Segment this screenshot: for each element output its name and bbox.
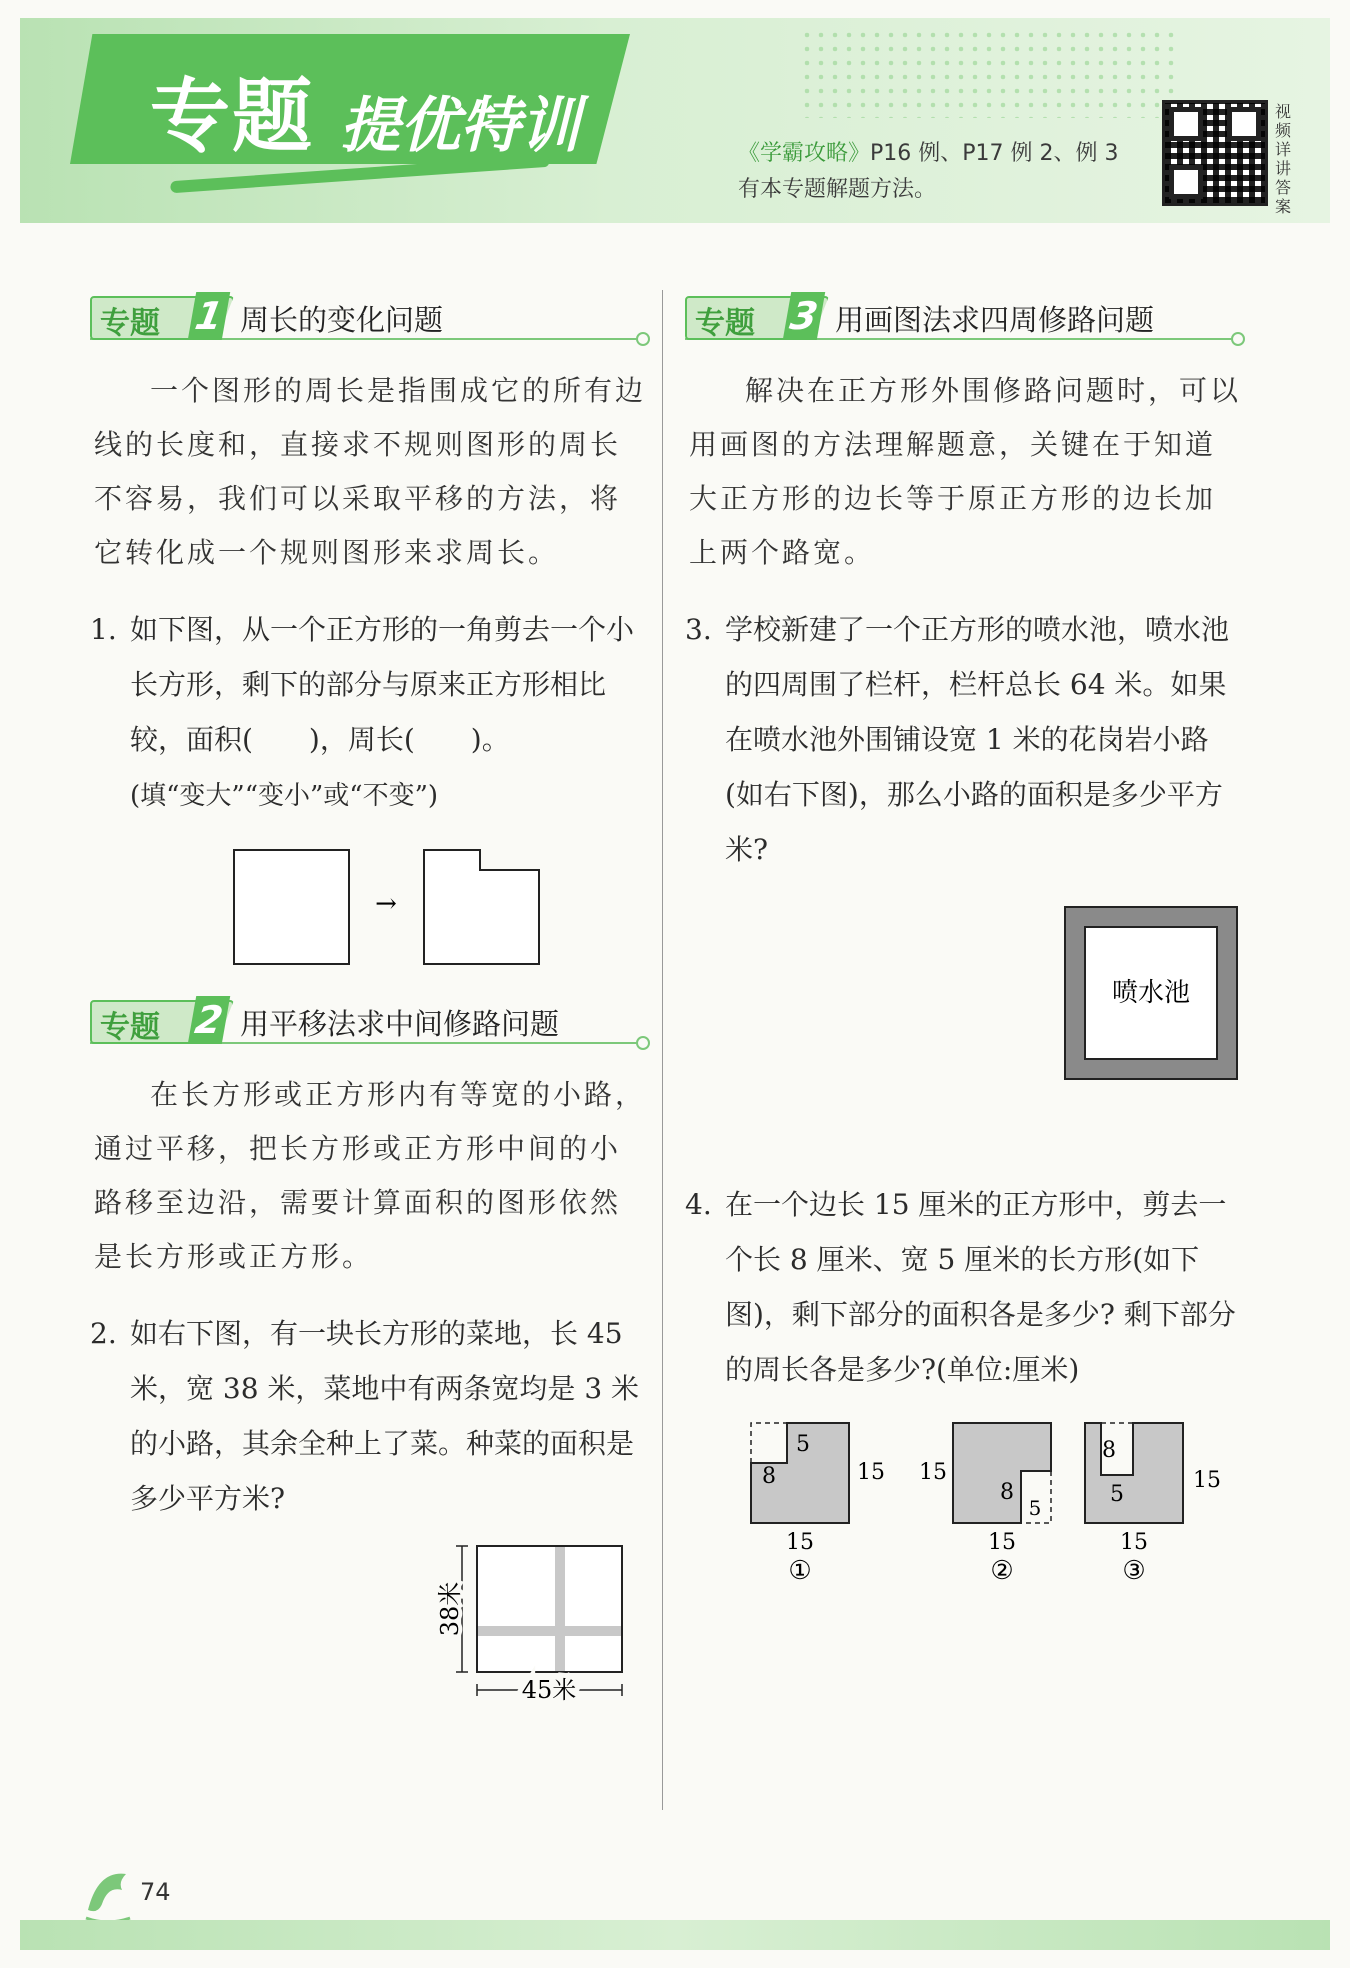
page-number: 74 [140,1878,171,1906]
dim-label: 5 [796,1432,810,1457]
dim-label: 15 [988,1530,1016,1555]
cutout-figure-2 [919,1423,1051,1586]
column-divider [662,290,663,1810]
garden-height-label: 38米 [436,1581,464,1637]
right-column [685,288,1245,1597]
pool-label: 喷水池 [1111,978,1191,1008]
cutout-figure-1 [751,1423,885,1586]
cut-square [424,850,539,964]
problem-number: 4. [685,1188,712,1221]
topic-1-header [90,288,650,344]
topic-number: 3 [783,292,825,340]
topic-3-header [685,288,1245,344]
dim-label: 8 [1102,1438,1116,1463]
topic-3-intro: 解决在正方形外围修路问题时，可以用画图的方法理解题意，关键在于知道大正方形的边长等于原正方形的边长加上两个路宽。 [689,374,1242,569]
dim-label: 15 [857,1460,885,1485]
dim-label: 5 [1028,1496,1042,1520]
original-square [234,850,349,964]
topic-rule-dot [636,1036,650,1050]
problem-number: 2. [90,1317,117,1350]
problem-number: 3. [685,613,712,646]
remaining-shape [1085,1423,1183,1523]
topic-title: 用画图法求四周修路问题 [835,303,1155,337]
dim-label: 15 [1193,1468,1221,1493]
qr-corner [1169,165,1203,199]
problem-2 [90,1306,650,1526]
horizontal-path [477,1626,622,1636]
dim-label: 15 [1120,1530,1148,1555]
page-subtitle: 提优特训 [340,91,580,161]
garden-width-label: 45米 [521,1676,577,1702]
dim-label: 15 [919,1460,947,1485]
figure-cut-square [90,840,650,970]
reference-note [738,136,1148,208]
figure-mark: ② [990,1556,1014,1586]
problem-4 [685,1177,1245,1397]
qr-code-icon[interactable] [1162,100,1268,206]
dim-label: 8 [1000,1480,1014,1505]
figure-cutouts [685,1413,1245,1593]
topic-rule-dot [1231,332,1245,346]
topic-label: 专题 [100,1010,160,1045]
left-column [90,288,650,1706]
problem-text: 如右下图，有一块长方形的菜地，长 45 米，宽 38 米，菜地中有两条宽均是 3 米的小路，其余全种上了菜。种菜的面积是多少平方米? [130,1317,640,1515]
topic-label: 专题 [100,306,160,341]
garden-rect [477,1546,622,1672]
problem-1 [90,602,650,824]
reference-pages: P16 例、P17 例 2、例 3 [870,141,1119,166]
topic-number: 1 [188,292,230,340]
problem-number: 1. [90,613,117,646]
figure-pool [685,893,1245,1093]
topic-1-intro: 一个图形的周长是指围成它的所有边线的长度和，直接求不规则图形的周长不容易，我们可以采取平移的方法，将它转化成一个规则图形来求周长。 [94,374,647,569]
dim-label: 8 [762,1464,776,1489]
arrow-icon: → [375,889,397,919]
problem-text: 学校新建了一个正方形的喷水池，喷水池的四周围了栏杆，栏杆总长 64 米。如果在喷水池外围铺设宽 1 米的花岗岩小路(如右下图)，那么小路的面积是多少平方米? [725,613,1230,866]
cut-outline [751,1423,787,1463]
reference-book: 《学霸攻略》 [738,141,871,166]
topic-title: 周长的变化问题 [240,303,444,337]
figure-garden [90,1542,650,1702]
reference-line2: 有本专题解题方法。 [738,177,937,202]
topic-rule-dot [636,332,650,346]
spacer [685,1097,1245,1177]
footer-band [20,1920,1330,1950]
problem-3 [685,602,1245,877]
problem-text: 在一个边长 15 厘米的正方形中，剪去一个长 8 厘米、宽 5 厘米的长方形(如下图)，剩下部分的面积各是多少? 剩下部分的周长各是多少?(单位:厘米) [725,1188,1236,1386]
dim-label: 15 [786,1530,814,1555]
qr-corner [1227,107,1261,141]
topic-label: 专题 [695,306,755,341]
problem-text: 如下图，从一个正方形的一角剪去一个小长方形，剩下的部分与原来正方形相比较，面积( )，周长( )。 [130,613,635,756]
cutout-figure-3 [1085,1423,1221,1586]
problem-hint: (填“变大”“变小”或“不变”) [130,781,439,811]
decorative-dots [800,28,1180,118]
dim-label: 5 [1110,1482,1124,1507]
figure-mark: ① [788,1556,812,1586]
qr-corner [1169,107,1203,141]
topic-2-header [90,992,650,1048]
qr-caption: 视频详讲答案 [1274,102,1291,216]
figure-mark: ③ [1122,1556,1146,1586]
vertical-path [555,1546,565,1672]
page-title: 专题 [150,70,314,163]
topic-title: 用平移法求中间修路问题 [240,1007,560,1041]
topic-2-intro: 在长方形或正方形内有等宽的小路，通过平移，把长方形或正方形中间的小路移至边沿，需要计算面积的图形依然是长方形或正方形。 [94,1078,647,1273]
topic-number: 2 [188,996,230,1044]
